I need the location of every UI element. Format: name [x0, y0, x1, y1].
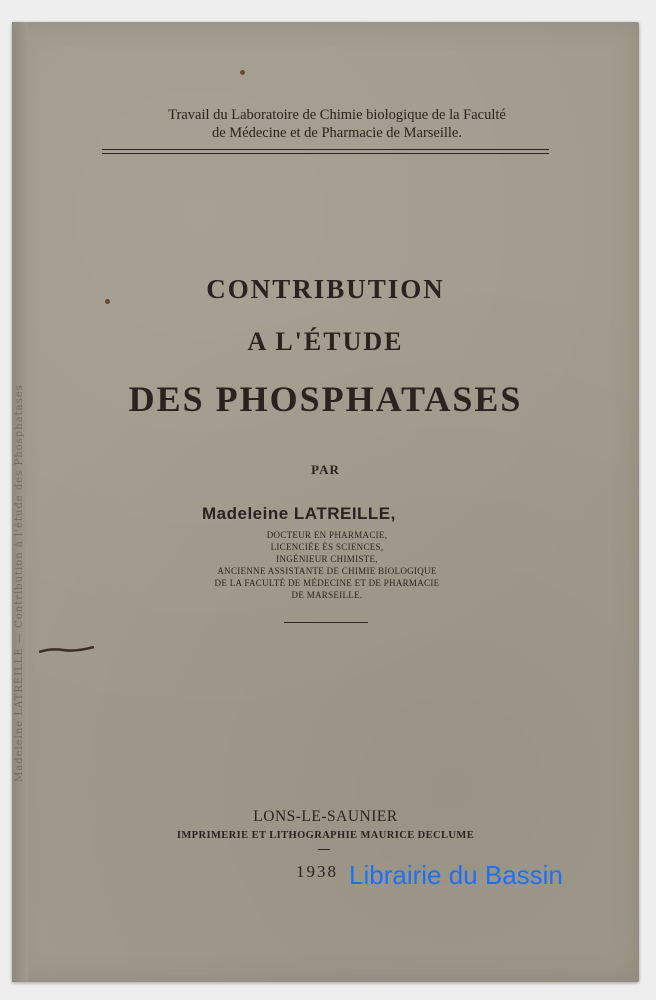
- qualification-line: DOCTEUR EN PHARMACIE,: [266, 530, 388, 540]
- by-label: PAR: [311, 462, 340, 477]
- printer-name: IMPRIMERIE ET LITHOGRAPHIE MAURICE DECLUME: [176, 830, 475, 841]
- title-line-1: CONTRIBUTION: [206, 274, 445, 304]
- spine-text: Madeleine LATREILLE — Contribution à l'étude des Phosphatases: [14, 384, 25, 782]
- separator-rule: [284, 622, 368, 623]
- header-line-2: de Médecine et de Pharmacie de Marseille.: [211, 125, 462, 141]
- qualification-line: LICENCIÉE ÈS SCIENCES,: [270, 542, 384, 552]
- qualification-line: DE MARSEILLE.: [291, 590, 363, 600]
- publication-place: LONS-LE-SAUNIER: [253, 808, 398, 825]
- qualification-line: DE LA FACULTÉ DE MÉDECINE ET DE PHARMACIE: [214, 578, 440, 588]
- qualification-line: INGÉNIEUR CHIMISTE,: [276, 554, 378, 564]
- bookseller-watermark: Librairie du Bassin: [349, 860, 563, 890]
- author-name: Madeleine LATREILLE,: [202, 504, 396, 523]
- small-dash: [318, 849, 330, 850]
- foxing-spot: [240, 70, 245, 75]
- qualification-line: ANCIENNE ASSISTANTE DE CHIMIE BIOLOGIQUE: [217, 566, 437, 576]
- title-line-2: A L'ÉTUDE: [247, 327, 404, 356]
- title-line-3: DES PHOSPHATASES: [128, 379, 523, 419]
- book-cover: [12, 22, 639, 982]
- header-line-1: Travail du Laboratoire de Chimie biologique de la Faculté: [168, 107, 506, 123]
- double-rule: [102, 149, 549, 154]
- author-qualifications: [192, 529, 462, 601]
- publication-year: 1938: [296, 862, 338, 881]
- torn-mark: [39, 646, 94, 654]
- laboratory-header: [102, 106, 572, 142]
